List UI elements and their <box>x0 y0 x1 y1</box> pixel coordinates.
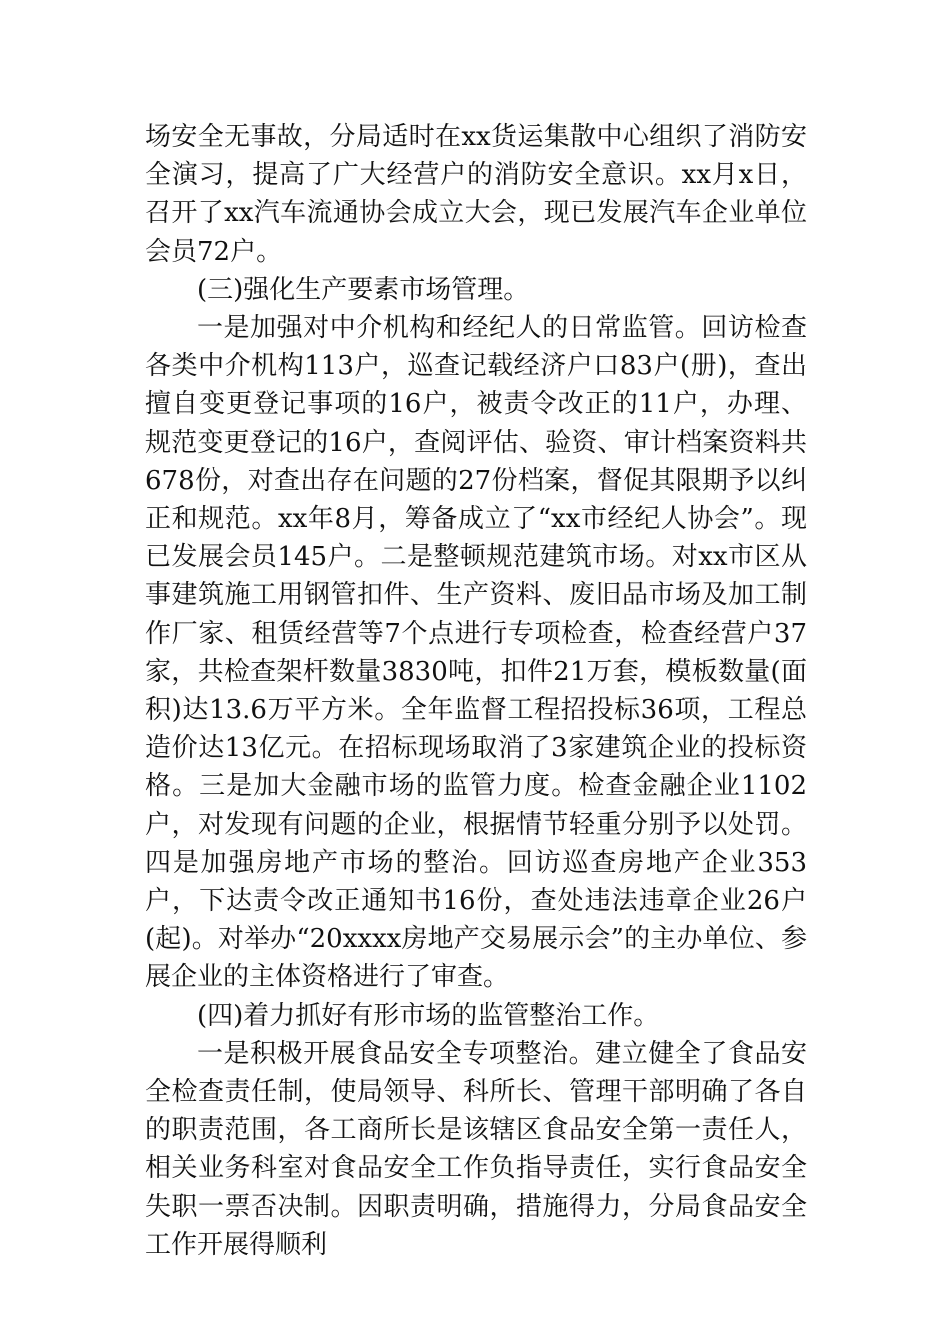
paragraph-food-safety: 一是积极开展食品安全专项整治。建立健全了食品安全检查责任制，使局领导、科所长、管理干部明确了各自的职责范围，各工商所长是该辖区食品安全第一责任人，相关业务科室对食品安全工作负指导责任，实行食品安全失职一票否决制。因职责明确，措施得力，分局食品安全工作开展得顺利 <box>145 1038 807 1260</box>
paragraph-continuation: 场安全无事故，分局适时在xx货运集散中心组织了消防安全演习，提高了广大经营户的消防安全意识。xx月x日，召开了xx汽车流通协会成立大会，现已发展汽车企业单位会员72户。 <box>145 122 807 267</box>
document-body <box>145 118 807 1264</box>
section-heading-4: (四)着力抓好有形市场的监管整治工作。 <box>197 1000 660 1031</box>
paragraph-factor-market: 一是加强对中介机构和经纪人的日常监管。回访检查各类中介机构113户，巡查记载经济户口83户(册)，查出擅自变更登记事项的16户，被责令改正的11户，办理、规范变更登记的16户，查阅评估、验资、审计档案资料共678份，对查出存在问题的27份档案，督促其限期予以纠正和规范。xx年8月，筹备成立了“xx市经纪人协会”。现已发展会员145户。二是整顿规范建筑市场。对xx市区从事建筑施工用钢管扣件、生产资料、废旧品市场及加工制作厂家、租赁经营等7个点进行专项检查，检查经营户37家，共检查架杆数量3830吨，扣件21万套，模板数量(面积)达13.6万平方米。全年监督工程招投标36项，工程总造价达13亿元。在招标现场取消了3家建筑企业的投标资格。三是加大金融市场的监管力度。检查金融企业1102户，对发现有问题的企业，根据情节轻重分别予以处罚。四是加强房地产市场的整治。回访巡查房地产企业353户，下达责令改正通知书16份，查处违法违章企业26户(起)。对举办“20xxxx房地产交易展示会”的主办单位、参展企业的主体资格进行了审查。 <box>145 313 807 993</box>
section-heading-3: (三)强化生产要素市场管理。 <box>197 274 530 305</box>
